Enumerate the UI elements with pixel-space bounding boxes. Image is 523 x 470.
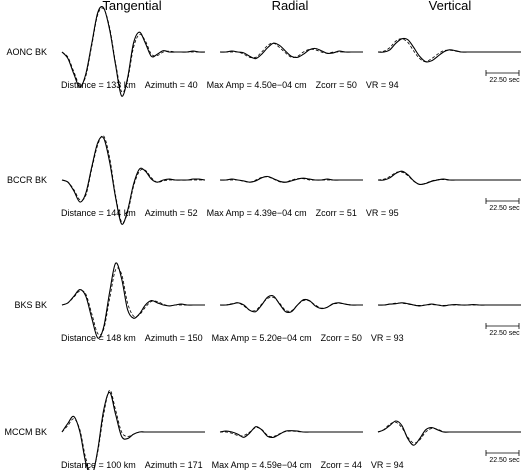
title-tangential: Tangential bbox=[102, 0, 162, 13]
station-info bbox=[61, 333, 404, 343]
trace-vertical bbox=[378, 303, 521, 306]
synthetic-trace bbox=[378, 172, 521, 185]
observed-trace bbox=[378, 303, 521, 306]
time-scale-label: 22.50 sec bbox=[489, 457, 520, 464]
synthetic-trace bbox=[378, 422, 521, 443]
time-scale-bar bbox=[486, 323, 520, 337]
trace-radial bbox=[220, 427, 363, 438]
station-row bbox=[14, 263, 521, 343]
observed-trace bbox=[378, 38, 521, 62]
title-vertical: Vertical bbox=[428, 0, 472, 13]
station-rows bbox=[5, 7, 522, 470]
info-vr: VR = 95 bbox=[365, 208, 399, 218]
info-zcorr: Zcorr = 51 bbox=[315, 208, 366, 218]
info-vr: VR = 94 bbox=[370, 460, 404, 470]
trace-radial bbox=[220, 296, 363, 313]
observed-trace bbox=[220, 296, 363, 313]
info-azimuth: Azimuth = 52 bbox=[144, 208, 207, 218]
synthetic-trace bbox=[220, 43, 363, 58]
station-label: AONC BK bbox=[6, 47, 47, 57]
component-titles bbox=[102, 0, 471, 13]
time-scale-bar bbox=[486, 70, 520, 84]
station-info bbox=[61, 80, 399, 90]
observed-trace bbox=[62, 263, 205, 338]
info-distance: Distance = 133 km bbox=[61, 80, 145, 90]
trace-tangential bbox=[62, 390, 205, 470]
trace-vertical bbox=[378, 38, 521, 62]
observed-trace bbox=[378, 171, 521, 184]
trace-radial bbox=[220, 176, 363, 182]
time-scale-label: 22.50 sec bbox=[489, 77, 520, 84]
station-row bbox=[5, 390, 522, 470]
time-scale-bar bbox=[486, 198, 520, 212]
info-max-amp: Max Amp = 4.39e−04 cm bbox=[206, 208, 316, 218]
station-info bbox=[61, 208, 399, 218]
station-row bbox=[7, 136, 521, 225]
info-zcorr: Zcorr = 50 bbox=[320, 333, 371, 343]
info-azimuth: Azimuth = 40 bbox=[144, 80, 207, 90]
station-label: MCCM BK bbox=[4, 427, 47, 437]
info-zcorr: Zcorr = 44 bbox=[320, 460, 371, 470]
title-radial: Radial bbox=[271, 0, 309, 13]
info-max-amp: Max Amp = 4.59e−04 cm bbox=[211, 460, 321, 470]
time-scale-label: 22.50 sec bbox=[489, 330, 520, 337]
observed-trace bbox=[220, 43, 363, 59]
trace-radial bbox=[220, 43, 363, 59]
info-distance: Distance = 100 km bbox=[61, 460, 145, 470]
station-label: BCCR BK bbox=[6, 175, 47, 185]
time-scale-bar bbox=[486, 450, 520, 464]
info-max-amp: Max Amp = 5.20e−04 cm bbox=[211, 333, 321, 343]
info-azimuth: Azimuth = 150 bbox=[144, 333, 212, 343]
time-scale-label: 22.50 sec bbox=[489, 205, 520, 212]
info-zcorr: Zcorr = 50 bbox=[315, 80, 366, 90]
station-label: BKS BK bbox=[14, 300, 47, 310]
synthetic-trace bbox=[62, 268, 205, 335]
observed-trace bbox=[220, 176, 363, 182]
synthetic-trace bbox=[62, 390, 205, 470]
info-vr: VR = 94 bbox=[365, 80, 399, 90]
info-vr: VR = 93 bbox=[370, 333, 404, 343]
info-distance: Distance = 144 km bbox=[61, 208, 145, 218]
observed-trace bbox=[62, 392, 205, 470]
info-distance: Distance = 148 km bbox=[61, 333, 145, 343]
station-row bbox=[6, 7, 521, 97]
info-azimuth: Azimuth = 171 bbox=[144, 460, 212, 470]
trace-vertical bbox=[378, 421, 521, 445]
trace-vertical bbox=[378, 171, 521, 184]
station-info bbox=[61, 460, 404, 470]
info-max-amp: Max Amp = 4.50e−04 cm bbox=[206, 80, 316, 90]
trace-tangential bbox=[62, 263, 205, 338]
